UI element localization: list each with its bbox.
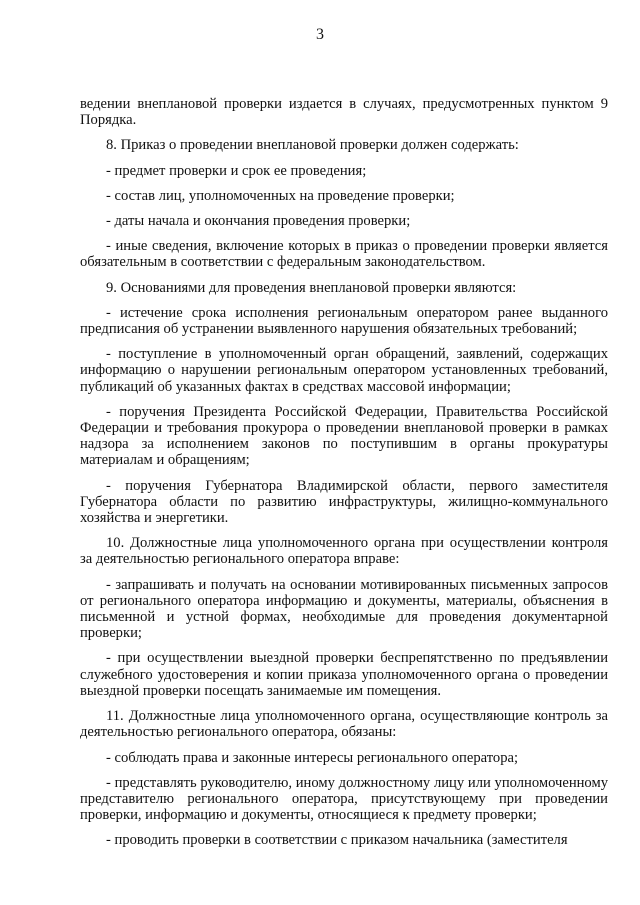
list-item: - предмет проверки и срок ее проведения; xyxy=(106,162,367,179)
list-item: - соблюдать права и законные интересы регионального оператора; xyxy=(106,749,519,766)
list-item: - истечение срока исполнения региональным оператором ранее выданного предписания об устранении выявленного нарушения обязательных требований; xyxy=(80,304,608,338)
list-item: - поручения Губернатора Владимирской области, первого заместителя Губернатора области по развитию инфраструктуры, жилищно-коммунального хозяйства и энергетики. xyxy=(80,477,608,527)
list-item: - запрашивать и получать на основании мотивированных письменных запросов от регионального оператора информацию и документы, материалы, объяснения в письменной и устной формах, необходимые для проведения документарной проверки; xyxy=(80,576,608,642)
paragraph-item-11: 11. Должностные лица уполномоченного органа, осуществляющие контроль за деятельностью регионального оператора, обязаны: xyxy=(80,708,608,741)
list-item: - при осуществлении выездной проверки беспрепятственно по предъявлении служебного удостоверения и копии приказа уполномоченного органа о проведении выездной проверки посещать занимаемые им помещения. xyxy=(80,650,608,699)
list-item: - поступление в уполномоченный орган обращений, заявлений, содержащих информацию о нарушении региональным оператором установленных требований, публикаций об указанных фактах в средствах массовой информации; xyxy=(80,346,608,395)
list-item: - даты начала и окончания проведения проверки; xyxy=(106,213,411,230)
page-number: 3 xyxy=(316,26,324,43)
paragraph-item-8: 8. Приказ о проведении внеплановой проверки должен содержать: xyxy=(106,137,519,154)
list-item: - иные сведения, включение которых в приказ о проведении проверки является обязательным в соответствии с федеральным законодательством. xyxy=(80,238,608,271)
paragraph-item-10: 10. Должностные лица уполномоченного органа при осуществлении контроля за деятельностью регионального оператора вправе: xyxy=(80,535,608,568)
paragraph-continuation: ведении внеплановой проверки издается в случаях, предусмотренных пунктом 9 Порядка. xyxy=(80,96,608,129)
document-body xyxy=(80,96,608,849)
paragraph-item-9: 9. Основаниями для проведения внеплановой проверки являются: xyxy=(106,279,517,296)
list-item: - проводить проверки в соответствии с приказом начальника (заместителя xyxy=(106,832,568,849)
list-item: - поручения Президента Российской Федерации, Правительства Российской Федерации и требования прокурора о проведении внеплановой проверки в рамках надзора за исполнением законов по поступившим в органы прокуратуры материалам и обращениям; xyxy=(80,403,608,469)
list-item: - состав лиц, уполномоченных на проведение проверки; xyxy=(106,187,455,204)
list-item: - представлять руководителю, иному должностному лицу или уполномоченному представителю регионального оператора, присутствующему при проведении проверки, информацию и документы, относящиеся к предмету проверки; xyxy=(80,774,608,824)
